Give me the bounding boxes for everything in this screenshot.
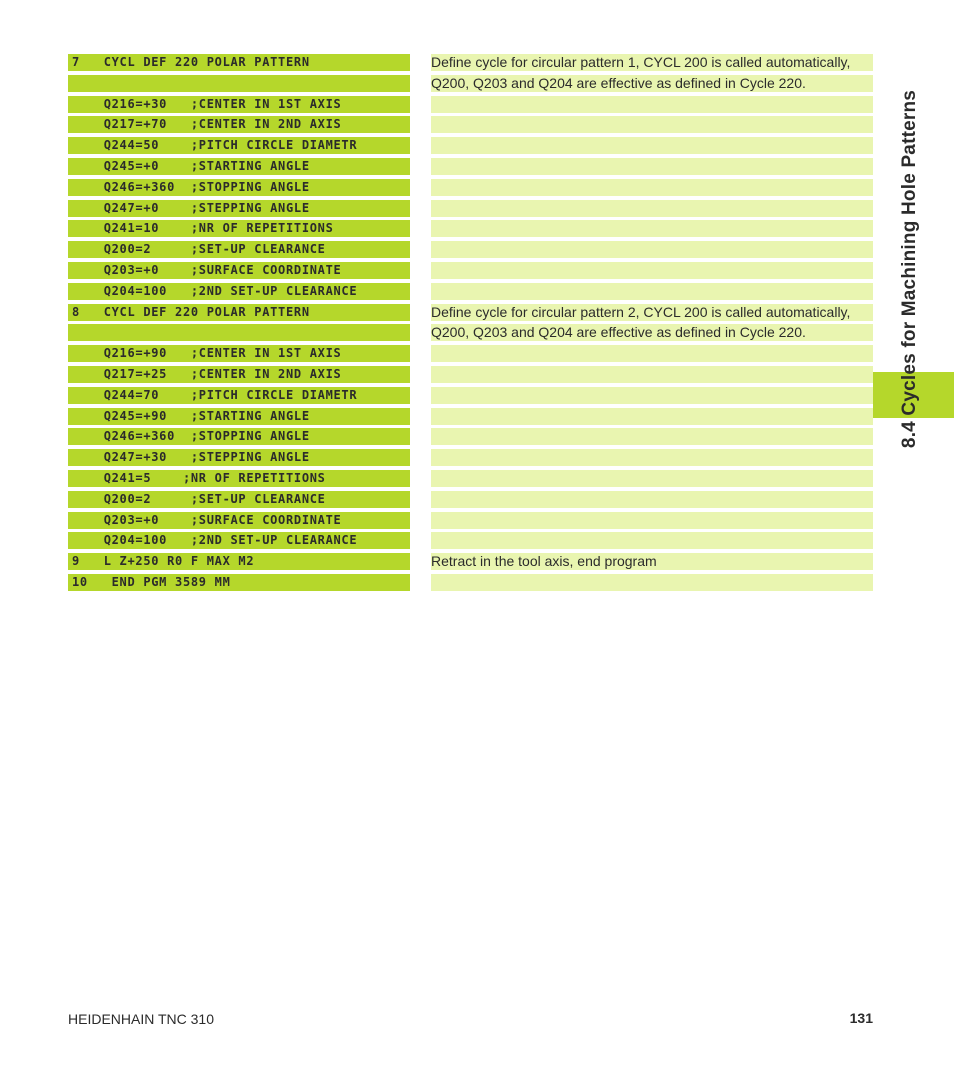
column-gap	[410, 283, 431, 304]
column-gap	[410, 366, 431, 387]
footer-manual-name: HEIDENHAIN TNC 310	[68, 1011, 215, 1027]
column-gap	[410, 158, 431, 179]
nc-code-line: 9 L Z+250 R0 F MAX M2	[68, 553, 410, 570]
column-gap	[410, 512, 431, 533]
program-row	[68, 366, 873, 387]
column-gap	[410, 408, 431, 429]
nc-code-line: Q217=+70 ;CENTER IN 2ND AXIS	[68, 116, 410, 133]
column-gap	[410, 449, 431, 470]
program-row	[68, 304, 873, 325]
code-description	[431, 179, 873, 196]
column-gap	[410, 428, 431, 449]
column-gap	[410, 179, 431, 200]
column-gap	[410, 491, 431, 512]
program-row	[68, 262, 873, 283]
program-row	[68, 283, 873, 304]
nc-code-line: Q217=+25 ;CENTER IN 2ND AXIS	[68, 366, 410, 383]
program-row	[68, 179, 873, 200]
nc-code-line: 10 END PGM 3589 MM	[68, 574, 410, 591]
nc-code-line: 7 CYCL DEF 220 POLAR PATTERN	[68, 54, 410, 71]
nc-code-line: Q204=100 ;2ND SET-UP CLEARANCE	[68, 283, 410, 300]
code-description	[431, 262, 873, 279]
section-title: 8.4 Cycles for Machining Hole Patterns	[899, 89, 920, 449]
program-row	[68, 532, 873, 553]
program-row	[68, 324, 873, 345]
code-description	[431, 366, 873, 383]
program-row	[68, 491, 873, 512]
column-gap	[410, 324, 431, 345]
code-description	[431, 116, 873, 133]
nc-code-line: Q244=50 ;PITCH CIRCLE DIAMETR	[68, 137, 410, 154]
column-gap	[410, 532, 431, 553]
program-row	[68, 96, 873, 117]
program-row	[68, 345, 873, 366]
column-gap	[410, 470, 431, 491]
code-description	[431, 428, 873, 445]
column-gap	[410, 200, 431, 221]
code-description	[431, 491, 873, 508]
code-description	[431, 137, 873, 154]
section-title-vertical	[885, 54, 935, 484]
program-row	[68, 116, 873, 137]
nc-code-line: Q216=+90 ;CENTER IN 1ST AXIS	[68, 345, 410, 362]
column-gap	[410, 54, 431, 75]
nc-code-line: Q200=2 ;SET-UP CLEARANCE	[68, 491, 410, 508]
code-description	[431, 470, 873, 487]
code-description	[431, 532, 873, 549]
code-description	[431, 158, 873, 175]
code-description: Retract in the tool axis, end program	[431, 553, 873, 570]
nc-code-line: Q245=+0 ;STARTING ANGLE	[68, 158, 410, 175]
code-description	[431, 220, 873, 237]
code-description	[431, 283, 873, 300]
code-description	[431, 241, 873, 258]
column-gap	[410, 553, 431, 574]
program-row	[68, 241, 873, 262]
code-description: Define cycle for circular pattern 2, CYCL 200 is called automatically,	[431, 304, 873, 321]
code-description	[431, 387, 873, 404]
column-gap	[410, 137, 431, 158]
program-row	[68, 449, 873, 470]
nc-code-line: Q244=70 ;PITCH CIRCLE DIAMETR	[68, 387, 410, 404]
program-row	[68, 574, 873, 595]
column-gap	[410, 220, 431, 241]
program-row	[68, 158, 873, 179]
nc-code-line: Q241=10 ;NR OF REPETITIONS	[68, 220, 410, 237]
column-gap	[410, 304, 431, 325]
program-row	[68, 387, 873, 408]
program-row	[68, 512, 873, 533]
code-description	[431, 200, 873, 217]
nc-code-line	[68, 324, 410, 341]
nc-code-line: Q245=+90 ;STARTING ANGLE	[68, 408, 410, 425]
nc-code-line: Q216=+30 ;CENTER IN 1ST AXIS	[68, 96, 410, 113]
nc-code-line: Q203=+0 ;SURFACE COORDINATE	[68, 262, 410, 279]
column-gap	[410, 574, 431, 595]
nc-code-line: Q241=5 ;NR OF REPETITIONS	[68, 470, 410, 487]
column-gap	[410, 387, 431, 408]
program-row	[68, 75, 873, 96]
code-description: Q200, Q203 and Q204 are effective as defined in Cycle 220.	[431, 75, 873, 92]
column-gap	[410, 262, 431, 283]
program-row	[68, 200, 873, 221]
nc-code-line: Q204=100 ;2ND SET-UP CLEARANCE	[68, 532, 410, 549]
program-row	[68, 220, 873, 241]
program-row	[68, 553, 873, 574]
nc-code-line: 8 CYCL DEF 220 POLAR PATTERN	[68, 304, 410, 321]
column-gap	[410, 116, 431, 137]
column-gap	[410, 96, 431, 117]
program-row	[68, 54, 873, 75]
column-gap	[410, 345, 431, 366]
program-row	[68, 408, 873, 429]
footer-page-number: 131	[849, 1010, 873, 1026]
code-description: Define cycle for circular pattern 1, CYCL 200 is called automatically,	[431, 54, 873, 71]
code-description	[431, 96, 873, 113]
nc-program-table	[68, 54, 873, 595]
code-description	[431, 449, 873, 466]
column-gap	[410, 241, 431, 262]
code-description	[431, 574, 873, 591]
nc-code-line: Q246=+360 ;STOPPING ANGLE	[68, 179, 410, 196]
nc-code-line	[68, 75, 410, 92]
nc-code-line: Q203=+0 ;SURFACE COORDINATE	[68, 512, 410, 529]
code-description	[431, 512, 873, 529]
program-row	[68, 470, 873, 491]
code-description: Q200, Q203 and Q204 are effective as defined in Cycle 220.	[431, 324, 873, 341]
code-description	[431, 345, 873, 362]
nc-code-line: Q200=2 ;SET-UP CLEARANCE	[68, 241, 410, 258]
nc-code-line: Q247=+0 ;STEPPING ANGLE	[68, 200, 410, 217]
code-description	[431, 408, 873, 425]
nc-code-line: Q246=+360 ;STOPPING ANGLE	[68, 428, 410, 445]
nc-code-line: Q247=+30 ;STEPPING ANGLE	[68, 449, 410, 466]
program-row	[68, 428, 873, 449]
column-gap	[410, 75, 431, 96]
program-row	[68, 137, 873, 158]
